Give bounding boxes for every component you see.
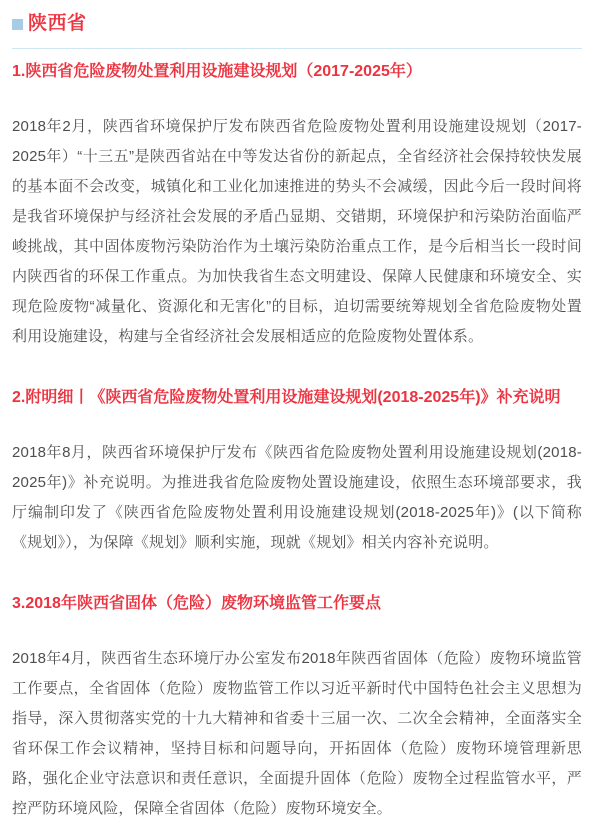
article-heading-2: 2.附明细丨《陕西省危险废物处置利用设施建设规划(2018-2025年)》补充说明 [12, 389, 561, 406]
article-heading-1: 1.陕西省危险废物处置利用设施建设规划（2017-2025年） [12, 63, 422, 80]
article-heading-3: 3.2018年陕西省固体（危险）废物环境监管工作要点 [12, 595, 381, 612]
article-body-2: 2018年8月，陕西省环境保护厅发布《陕西省危险废物处置利用设施建设规划(2018-2025年)》补充说明。为推进我省危险废物处置设施建设，依照生态环境部要求，我厅编制印发了《陕西省危险废物处置利用设施建设规划(2018-2025年)》(以下简称《规划》），为保障《规划》顺利实施，现就《规划》相关内容补充说明。 [12, 444, 582, 551]
square-bullet-icon [12, 19, 23, 30]
article-item [12, 388, 582, 558]
section-divider [12, 48, 582, 49]
article-item [12, 594, 582, 824]
article-item [12, 62, 582, 352]
article-body-1: 2018年2月，陕西省环境保护厅发布陕西省危险废物处置利用设施建设规划（2017-2025年）“十三五”是陕西省站在中等发达省份的新起点，全省经济社会保持较快发展的基本面不会改变，城镇化和工业化加速推进的势头不会减缓，因此今后一段时间将是我省环境保护与经济社会发展的矛盾凸显期、交错期，环境保护和污染防治面临严峻挑战，其中固体废物污染防治作为土壤污染防治重点工作，是今后相当长一段时间内陕西省的环保工作重点。为加快我省生态文明建设、保障人民健康和环境安全、实现危险废物“减量化、资源化和无害化”的目标，迫切需要统筹规划全省危险废物处置利用设施建设，构建与全省经济社会发展相适应的危险废物处置体系。 [12, 118, 582, 345]
article-body-3: 2018年4月，陕西省生态环境厅办公室发布2018年陕西省固体（危险）废物环境监管工作要点，全省固体（危险）废物监管工作以习近平新时代中国特色社会主义思想为指导，深入贯彻落实党的十九大精神和省委十三届一次、二次全会精神，全面落实全省环保工作会议精神，坚持目标和问题导向，开拓固体（危险）废物环境管理新思路，强化企业守法意识和责任意识，全面提升固体（危险）废物全过程监管水平，严控严防环境风险，保障全省固体（危险）废物环境安全。 [12, 650, 582, 817]
section-title: 陕西省 [28, 13, 87, 34]
section-header [12, 14, 582, 34]
